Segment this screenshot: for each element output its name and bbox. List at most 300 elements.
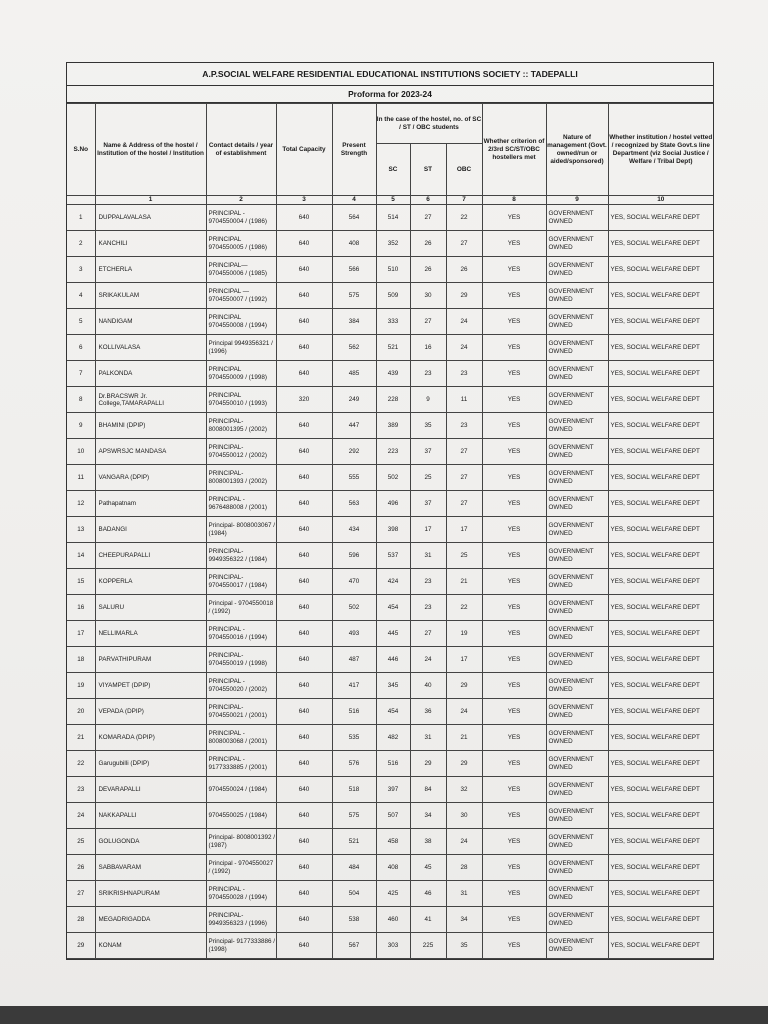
cell-nature: GOVERNMENT OWNED — [546, 621, 608, 647]
cell-name: KONAM — [95, 933, 206, 959]
cell-vetted: YES, SOCIAL WELFARE DEPT — [608, 387, 713, 413]
header-sc: SC — [376, 144, 410, 196]
cell-contact: PRINCIPAL 9704550009 / (1998) — [206, 361, 276, 387]
table-row — [67, 413, 713, 439]
cell-sno: 8 — [67, 387, 95, 413]
cell-capacity: 640 — [276, 725, 332, 751]
cell-name: BHAMINI (DPIP) — [95, 413, 206, 439]
header-st: ST — [410, 144, 446, 196]
cell-st: 34 — [410, 803, 446, 829]
cell-strength: 249 — [332, 387, 376, 413]
cell-nature: GOVERNMENT OWNED — [546, 543, 608, 569]
cell-vetted: YES, SOCIAL WELFARE DEPT — [608, 855, 713, 881]
cell-st: 46 — [410, 881, 446, 907]
cell-nature: GOVERNMENT OWNED — [546, 829, 608, 855]
cell-contact: 9704550024 / (1984) — [206, 777, 276, 803]
cell-nature: GOVERNMENT OWNED — [546, 907, 608, 933]
cell-contact: Principal 9949356321 / (1996) — [206, 335, 276, 361]
cell-obc: 31 — [446, 881, 482, 907]
cell-capacity: 640 — [276, 309, 332, 335]
cell-strength: 596 — [332, 543, 376, 569]
table-row — [67, 543, 713, 569]
cell-obc: 24 — [446, 309, 482, 335]
cell-capacity: 640 — [276, 569, 332, 595]
cell-vetted: YES, SOCIAL WELFARE DEPT — [608, 803, 713, 829]
cell-nature: GOVERNMENT OWNED — [546, 517, 608, 543]
cell-strength: 518 — [332, 777, 376, 803]
cell-vetted: YES, SOCIAL WELFARE DEPT — [608, 309, 713, 335]
table-row — [67, 283, 713, 309]
cell-contact: PRINCIPAL - 8008003068 / (2001) — [206, 725, 276, 751]
cell-obc: 23 — [446, 413, 482, 439]
cell-st: 27 — [410, 205, 446, 231]
cell-sno: 11 — [67, 465, 95, 491]
cell-sc: 502 — [376, 465, 410, 491]
cell-obc: 17 — [446, 517, 482, 543]
column-number-cell: 10 — [608, 196, 713, 205]
column-number-cell: 5 — [376, 196, 410, 205]
cell-contact: PRINCIPAL - 9177333885 / (2001) — [206, 751, 276, 777]
cell-criterion: YES — [482, 335, 546, 361]
cell-st: 26 — [410, 257, 446, 283]
cell-st: 31 — [410, 725, 446, 751]
cell-criterion: YES — [482, 777, 546, 803]
cell-sno: 7 — [67, 361, 95, 387]
cell-sno: 16 — [67, 595, 95, 621]
cell-contact: PRINCIPAL — 9704550007 / (1992) — [206, 283, 276, 309]
cell-strength: 535 — [332, 725, 376, 751]
cell-contact: Principal - 9704550027 / (1992) — [206, 855, 276, 881]
header-nature: Nature of management (Govt. owned/run or aided/sponsored) — [546, 104, 608, 196]
cell-strength: 487 — [332, 647, 376, 673]
cell-capacity: 640 — [276, 933, 332, 959]
table-body — [67, 205, 713, 959]
cell-st: 38 — [410, 829, 446, 855]
cell-sc: 397 — [376, 777, 410, 803]
cell-sno: 4 — [67, 283, 95, 309]
cell-sc: 333 — [376, 309, 410, 335]
cell-criterion: YES — [482, 465, 546, 491]
cell-capacity: 640 — [276, 699, 332, 725]
cell-vetted: YES, SOCIAL WELFARE DEPT — [608, 413, 713, 439]
cell-nature: GOVERNMENT OWNED — [546, 465, 608, 491]
cell-nature: GOVERNMENT OWNED — [546, 387, 608, 413]
cell-nature: GOVERNMENT OWNED — [546, 933, 608, 959]
column-number-cell — [67, 196, 95, 205]
cell-st: 27 — [410, 621, 446, 647]
cell-capacity: 640 — [276, 413, 332, 439]
cell-capacity: 640 — [276, 205, 332, 231]
cell-capacity: 640 — [276, 829, 332, 855]
cell-criterion: YES — [482, 283, 546, 309]
cell-nature: GOVERNMENT OWNED — [546, 699, 608, 725]
cell-capacity: 640 — [276, 543, 332, 569]
cell-obc: 27 — [446, 465, 482, 491]
cell-criterion: YES — [482, 907, 546, 933]
cell-vetted: YES, SOCIAL WELFARE DEPT — [608, 543, 713, 569]
cell-sno: 25 — [67, 829, 95, 855]
cell-vetted: YES, SOCIAL WELFARE DEPT — [608, 491, 713, 517]
cell-criterion: YES — [482, 205, 546, 231]
table-row — [67, 205, 713, 231]
cell-criterion: YES — [482, 829, 546, 855]
cell-strength: 447 — [332, 413, 376, 439]
cell-criterion: YES — [482, 361, 546, 387]
cell-st: 29 — [410, 751, 446, 777]
cell-strength: 567 — [332, 933, 376, 959]
cell-name: Dr.BRACSWR Jr. College,TAMARAPALLI — [95, 387, 206, 413]
cell-nature: GOVERNMENT OWNED — [546, 595, 608, 621]
cell-sno: 23 — [67, 777, 95, 803]
table-row — [67, 855, 713, 881]
institutions-table — [67, 103, 713, 959]
cell-nature: GOVERNMENT OWNED — [546, 803, 608, 829]
column-number-cell: 7 — [446, 196, 482, 205]
cell-contact: PRINCIPAL- 9704550021 / (2001) — [206, 699, 276, 725]
cell-criterion: YES — [482, 725, 546, 751]
cell-capacity: 320 — [276, 387, 332, 413]
cell-sc: 482 — [376, 725, 410, 751]
cell-name: VEPADA (DPIP) — [95, 699, 206, 725]
cell-st: 23 — [410, 595, 446, 621]
cell-contact: PRINCIPAL - 9676488008 / (2001) — [206, 491, 276, 517]
table-row — [67, 933, 713, 959]
cell-criterion: YES — [482, 543, 546, 569]
cell-vetted: YES, SOCIAL WELFARE DEPT — [608, 205, 713, 231]
header-sno: S.No — [67, 104, 95, 196]
cell-nature: GOVERNMENT OWNED — [546, 491, 608, 517]
cell-sno: 9 — [67, 413, 95, 439]
cell-obc: 35 — [446, 933, 482, 959]
cell-obc: 24 — [446, 829, 482, 855]
cell-strength: 576 — [332, 751, 376, 777]
header-criterion: Whether criterion of 2/3rd SC/ST/OBC hostellers met — [482, 104, 546, 196]
cell-strength: 575 — [332, 283, 376, 309]
cell-name: Garugubilli (DPIP) — [95, 751, 206, 777]
cell-strength: 417 — [332, 673, 376, 699]
cell-name: KANCHILI — [95, 231, 206, 257]
cell-capacity: 640 — [276, 465, 332, 491]
cell-vetted: YES, SOCIAL WELFARE DEPT — [608, 569, 713, 595]
cell-name: KOMARADA (DPIP) — [95, 725, 206, 751]
cell-name: MEGADRIGADDA — [95, 907, 206, 933]
cell-strength: 504 — [332, 881, 376, 907]
cell-sno: 14 — [67, 543, 95, 569]
cell-contact: PRINCIPAL 9704550010 / (1993) — [206, 387, 276, 413]
table-row — [67, 257, 713, 283]
cell-vetted: YES, SOCIAL WELFARE DEPT — [608, 621, 713, 647]
cell-sno: 13 — [67, 517, 95, 543]
table-row — [67, 595, 713, 621]
cell-st: 45 — [410, 855, 446, 881]
cell-obc: 22 — [446, 595, 482, 621]
cell-capacity: 640 — [276, 673, 332, 699]
cell-name: SRIKAKULAM — [95, 283, 206, 309]
cell-sc: 223 — [376, 439, 410, 465]
cell-obc: 24 — [446, 699, 482, 725]
cell-sc: 509 — [376, 283, 410, 309]
cell-st: 31 — [410, 543, 446, 569]
cell-nature: GOVERNMENT OWNED — [546, 257, 608, 283]
cell-name: GOLUGONDA — [95, 829, 206, 855]
cell-obc: 19 — [446, 621, 482, 647]
cell-sc: 458 — [376, 829, 410, 855]
table-row — [67, 569, 713, 595]
table-row — [67, 309, 713, 335]
cell-strength: 564 — [332, 205, 376, 231]
cell-sc: 408 — [376, 855, 410, 881]
cell-vetted: YES, SOCIAL WELFARE DEPT — [608, 777, 713, 803]
table-row — [67, 673, 713, 699]
cell-name: PARVATHIPURAM — [95, 647, 206, 673]
cell-capacity: 640 — [276, 491, 332, 517]
cell-sc: 454 — [376, 699, 410, 725]
cell-contact: Principal - 9704550018 / (1992) — [206, 595, 276, 621]
document-subtitle: Proforma for 2023-24 — [67, 86, 713, 103]
cell-nature: GOVERNMENT OWNED — [546, 309, 608, 335]
header-obc: OBC — [446, 144, 482, 196]
cell-st: 17 — [410, 517, 446, 543]
cell-nature: GOVERNMENT OWNED — [546, 439, 608, 465]
cell-criterion: YES — [482, 569, 546, 595]
cell-capacity: 640 — [276, 751, 332, 777]
cell-vetted: YES, SOCIAL WELFARE DEPT — [608, 335, 713, 361]
cell-sno: 5 — [67, 309, 95, 335]
cell-strength: 521 — [332, 829, 376, 855]
cell-vetted: YES, SOCIAL WELFARE DEPT — [608, 699, 713, 725]
cell-name: Pathapatnam — [95, 491, 206, 517]
cell-sc: 425 — [376, 881, 410, 907]
cell-name: BADANGI — [95, 517, 206, 543]
cell-sno: 22 — [67, 751, 95, 777]
cell-obc: 30 — [446, 803, 482, 829]
cell-contact: PRINCIPAL 9704550005 / (1986) — [206, 231, 276, 257]
cell-strength: 485 — [332, 361, 376, 387]
cell-strength: 384 — [332, 309, 376, 335]
cell-nature: GOVERNMENT OWNED — [546, 231, 608, 257]
cell-vetted: YES, SOCIAL WELFARE DEPT — [608, 907, 713, 933]
cell-sc: 496 — [376, 491, 410, 517]
cell-vetted: YES, SOCIAL WELFARE DEPT — [608, 829, 713, 855]
cell-sc: 514 — [376, 205, 410, 231]
cell-sc: 303 — [376, 933, 410, 959]
cell-capacity: 640 — [276, 621, 332, 647]
cell-strength: 502 — [332, 595, 376, 621]
cell-sno: 1 — [67, 205, 95, 231]
cell-name: KOPPERLA — [95, 569, 206, 595]
cell-vetted: YES, SOCIAL WELFARE DEPT — [608, 725, 713, 751]
proforma-frame — [66, 62, 714, 960]
cell-sc: 510 — [376, 257, 410, 283]
table-row — [67, 621, 713, 647]
cell-sno: 12 — [67, 491, 95, 517]
cell-vetted: YES, SOCIAL WELFARE DEPT — [608, 751, 713, 777]
cell-strength: 493 — [332, 621, 376, 647]
cell-st: 23 — [410, 569, 446, 595]
cell-st: 23 — [410, 361, 446, 387]
header-name: Name & Address of the hostel / Institution of the hostel / Institution — [95, 104, 206, 196]
cell-nature: GOVERNMENT OWNED — [546, 673, 608, 699]
cell-sno: 10 — [67, 439, 95, 465]
cell-sno: 2 — [67, 231, 95, 257]
cell-criterion: YES — [482, 855, 546, 881]
cell-contact: PRINCIPAL - 9704550020 / (2002) — [206, 673, 276, 699]
cell-name: SALURU — [95, 595, 206, 621]
cell-capacity: 640 — [276, 517, 332, 543]
cell-sno: 15 — [67, 569, 95, 595]
cell-capacity: 640 — [276, 361, 332, 387]
cell-capacity: 640 — [276, 803, 332, 829]
cell-nature: GOVERNMENT OWNED — [546, 725, 608, 751]
cell-st: 40 — [410, 673, 446, 699]
cell-obc: 26 — [446, 257, 482, 283]
cell-strength: 566 — [332, 257, 376, 283]
cell-contact: PRINCIPAL- 9949356323 / (1996) — [206, 907, 276, 933]
cell-criterion: YES — [482, 309, 546, 335]
cell-st: 27 — [410, 309, 446, 335]
cell-vetted: YES, SOCIAL WELFARE DEPT — [608, 231, 713, 257]
cell-obc: 27 — [446, 491, 482, 517]
cell-st: 9 — [410, 387, 446, 413]
cell-obc: 17 — [446, 647, 482, 673]
table-row — [67, 335, 713, 361]
table-row — [67, 387, 713, 413]
column-number-cell: 9 — [546, 196, 608, 205]
table-row — [67, 829, 713, 855]
cell-sno: 27 — [67, 881, 95, 907]
cell-obc: 25 — [446, 543, 482, 569]
cell-criterion: YES — [482, 621, 546, 647]
cell-strength: 575 — [332, 803, 376, 829]
cell-strength: 516 — [332, 699, 376, 725]
table-row — [67, 907, 713, 933]
column-number-cell: 2 — [206, 196, 276, 205]
cell-vetted: YES, SOCIAL WELFARE DEPT — [608, 439, 713, 465]
cell-capacity: 640 — [276, 881, 332, 907]
cell-nature: GOVERNMENT OWNED — [546, 647, 608, 673]
cell-name: NAKKAPALLI — [95, 803, 206, 829]
column-number-cell: 4 — [332, 196, 376, 205]
cell-contact: Principal- 8008001392 / (1987) — [206, 829, 276, 855]
scan-bottom-edge — [0, 1006, 768, 1024]
cell-contact: PRINCIPAL- 9949356322 / (1984) — [206, 543, 276, 569]
cell-st: 16 — [410, 335, 446, 361]
cell-st: 30 — [410, 283, 446, 309]
cell-contact: PRINCIPAL - 9704550004 / (1986) — [206, 205, 276, 231]
table-row — [67, 803, 713, 829]
cell-strength: 562 — [332, 335, 376, 361]
table-row — [67, 361, 713, 387]
table-row — [67, 751, 713, 777]
column-number-row — [67, 196, 713, 205]
cell-criterion: YES — [482, 673, 546, 699]
column-number-cell: 6 — [410, 196, 446, 205]
cell-name: PALKONDA — [95, 361, 206, 387]
table-row — [67, 465, 713, 491]
cell-contact: PRINCIPAL 9704550008 / (1994) — [206, 309, 276, 335]
cell-nature: GOVERNMENT OWNED — [546, 283, 608, 309]
cell-st: 26 — [410, 231, 446, 257]
cell-criterion: YES — [482, 699, 546, 725]
cell-criterion: YES — [482, 933, 546, 959]
cell-name: NELLIMARLA — [95, 621, 206, 647]
cell-vetted: YES, SOCIAL WELFARE DEPT — [608, 595, 713, 621]
cell-obc: 23 — [446, 361, 482, 387]
cell-strength: 563 — [332, 491, 376, 517]
cell-contact: PRINCIPAL- 8008001395 / (2002) — [206, 413, 276, 439]
header-contact: Contact details / year of establishment — [206, 104, 276, 196]
cell-sno: 21 — [67, 725, 95, 751]
cell-contact: Principal- 8008003067 / (1984) — [206, 517, 276, 543]
cell-st: 41 — [410, 907, 446, 933]
table-row — [67, 881, 713, 907]
cell-name: APSWRSJC MANDASA — [95, 439, 206, 465]
cell-strength: 408 — [332, 231, 376, 257]
cell-contact: PRINCIPAL— 9704550006 / (1985) — [206, 257, 276, 283]
cell-obc: 21 — [446, 569, 482, 595]
cell-vetted: YES, SOCIAL WELFARE DEPT — [608, 881, 713, 907]
cell-sc: 521 — [376, 335, 410, 361]
cell-strength: 434 — [332, 517, 376, 543]
cell-capacity: 640 — [276, 439, 332, 465]
cell-name: DEVARAPALLI — [95, 777, 206, 803]
cell-nature: GOVERNMENT OWNED — [546, 751, 608, 777]
cell-strength: 538 — [332, 907, 376, 933]
table-row — [67, 699, 713, 725]
cell-st: 25 — [410, 465, 446, 491]
cell-sc: 439 — [376, 361, 410, 387]
cell-strength: 470 — [332, 569, 376, 595]
cell-name: VIYAMPET (DPIP) — [95, 673, 206, 699]
cell-capacity: 640 — [276, 231, 332, 257]
cell-sc: 445 — [376, 621, 410, 647]
cell-name: ETCHERLA — [95, 257, 206, 283]
cell-name: CHEEPURAPALLI — [95, 543, 206, 569]
table-row — [67, 439, 713, 465]
cell-sc: 352 — [376, 231, 410, 257]
cell-sno: 17 — [67, 621, 95, 647]
cell-obc: 11 — [446, 387, 482, 413]
cell-contact: PRINCIPAL- 8008001393 / (2002) — [206, 465, 276, 491]
cell-vetted: YES, SOCIAL WELFARE DEPT — [608, 465, 713, 491]
cell-nature: GOVERNMENT OWNED — [546, 855, 608, 881]
cell-sc: 454 — [376, 595, 410, 621]
cell-nature: GOVERNMENT OWNED — [546, 335, 608, 361]
table-row — [67, 231, 713, 257]
cell-capacity: 640 — [276, 907, 332, 933]
cell-sc: 460 — [376, 907, 410, 933]
cell-criterion: YES — [482, 257, 546, 283]
cell-sc: 446 — [376, 647, 410, 673]
cell-name: NANDIGAM — [95, 309, 206, 335]
header-strength: Present Strength — [332, 104, 376, 196]
column-number-cell: 3 — [276, 196, 332, 205]
cell-contact: PRINCIPAL - 9704550028 / (1994) — [206, 881, 276, 907]
cell-capacity: 640 — [276, 283, 332, 309]
cell-sno: 29 — [67, 933, 95, 959]
cell-st: 84 — [410, 777, 446, 803]
cell-obc: 29 — [446, 673, 482, 699]
cell-st: 37 — [410, 491, 446, 517]
cell-nature: GOVERNMENT OWNED — [546, 205, 608, 231]
cell-criterion: YES — [482, 647, 546, 673]
cell-contact: PRINCIPAL - 9704550016 / (1994) — [206, 621, 276, 647]
cell-contact: Principal- 9177333886 / (1998) — [206, 933, 276, 959]
cell-obc: 22 — [446, 205, 482, 231]
cell-strength: 484 — [332, 855, 376, 881]
cell-vetted: YES, SOCIAL WELFARE DEPT — [608, 647, 713, 673]
cell-obc: 29 — [446, 283, 482, 309]
